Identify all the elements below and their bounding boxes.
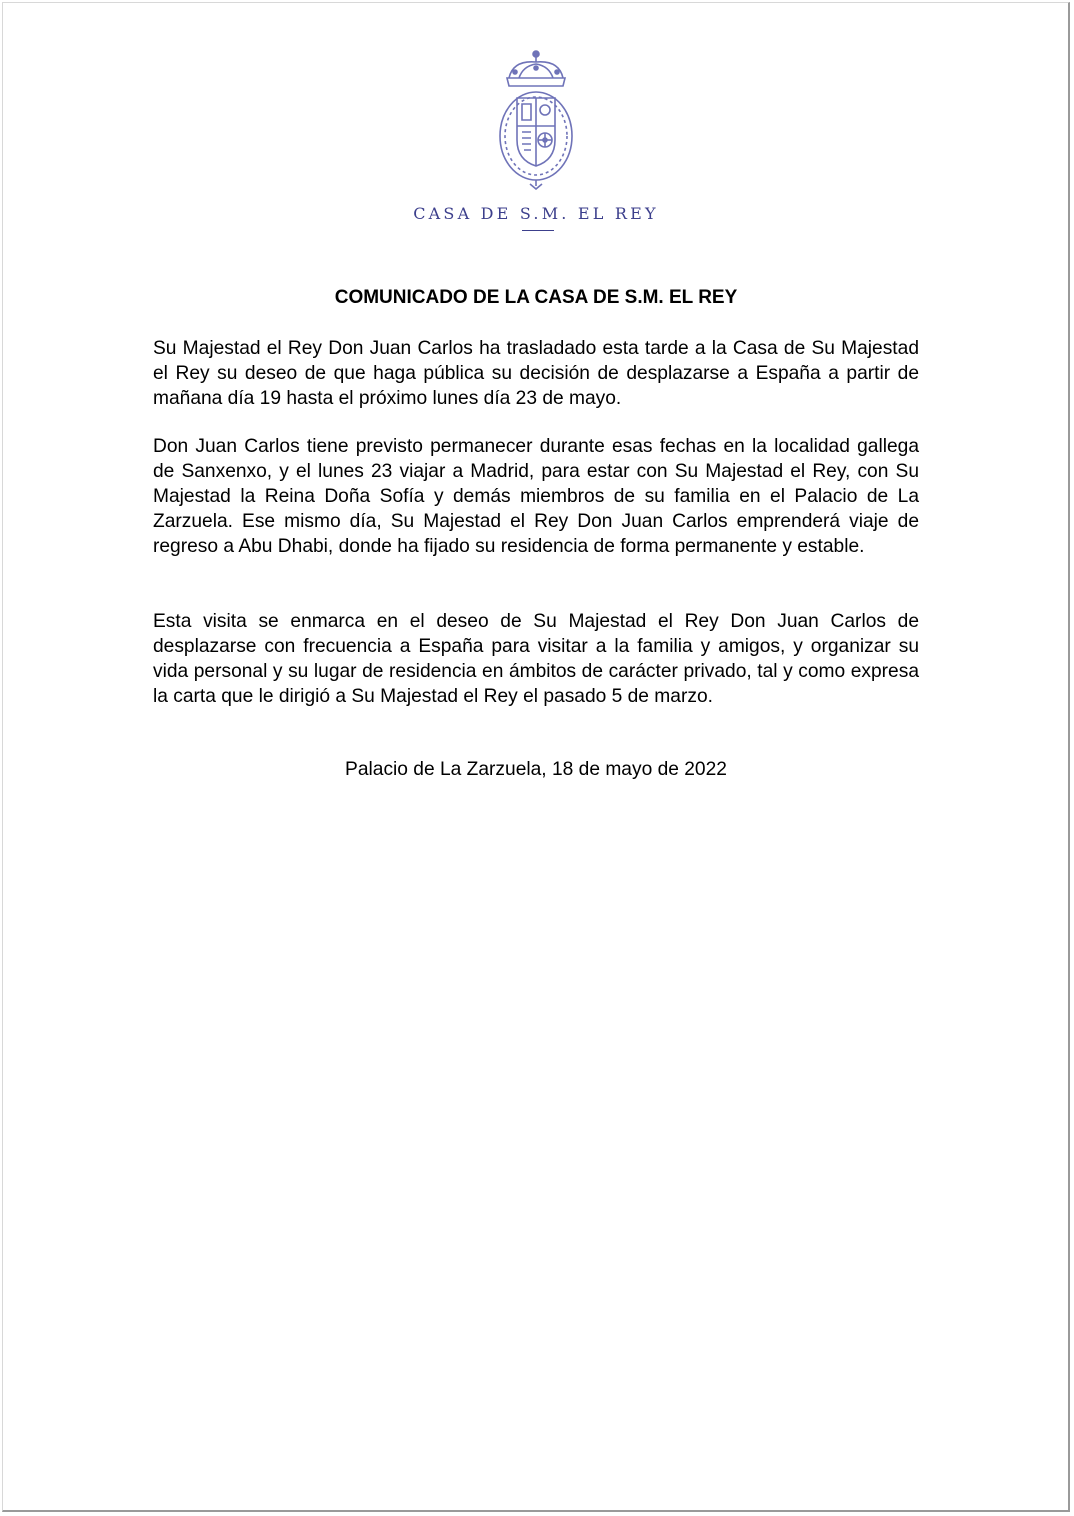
organization-underline <box>522 230 554 231</box>
paragraph-2: Don Juan Carlos tiene previsto permanecer durante esas fechas en la localidad gallega de Sanxenxo, y el lunes 23 viajar a Madrid, para estar con Su Majestad el Rey, con Su Majestad la Reina Doña Sofía y demás miembros de su familia en el Palacio de La Zarzuela. Ese mismo día, Su Majestad el Rey Don Juan Carlos emprenderá viaje de regreso a Abu Dhabi, donde ha fijado su residencia de forma permanente y estable. <box>153 436 919 557</box>
organization-name: CASA DE S.M. EL REY <box>413 204 659 223</box>
paragraph-3: Esta visita se enmarca en el deseo de Su Majestad el Rey Don Juan Carlos de desplazarse con frecuencia a España para visitar a la familia y amigos, y organizar su vida personal y su lugar de residencia en ámbitos de carácter privado, tal y como expresa la carta que le dirigió a Su Majestad el Rey el pasado 5 de marzo. <box>153 611 919 707</box>
document-title: COMUNICADO DE LA CASA DE S.M. EL REY <box>334 287 738 308</box>
place-and-date: Palacio de La Zarzuela, 18 de mayo de 2022 <box>345 759 727 780</box>
royal-crest-icon <box>487 48 585 190</box>
document-page <box>2 2 1070 1512</box>
paragraph-1: Su Majestad el Rey Don Juan Carlos ha trasladado esta tarde a la Casa de Su Majestad el Rey su deseo de que haga pública su decisión de desplazarse a España a partir de mañana día 19 hasta el próximo lunes día 23 de mayo. <box>153 338 919 409</box>
